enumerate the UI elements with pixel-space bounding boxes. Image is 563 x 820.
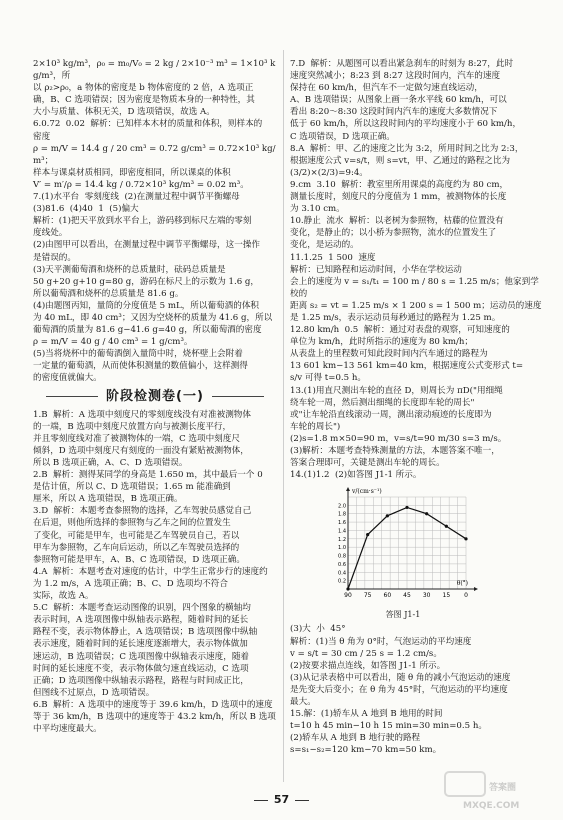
- velocity-angle-chart: [328, 485, 488, 621]
- answer-line: 变化，是运动的。: [290, 240, 359, 251]
- answer-line: 是 1.25 m/s，表示运动员每秒通过的路程为 1.25 m。: [290, 312, 501, 323]
- answer-line: 密度: [33, 131, 51, 142]
- answer-line: 5.C 解析：本题考查运动图像的识别，四个图象的横轴均: [33, 603, 251, 614]
- answer-line: 10.静止 流水 解析：以老树为参照物，枯藤的位置没有: [290, 216, 504, 227]
- answer-line: 为 1.2 m/s，A 选项正确；B、C、D 选项均不符合: [33, 578, 228, 589]
- answer-line: 样本与课桌材质相同，即密度相同，所以课桌的体积: [33, 167, 231, 178]
- answer-line: 7.D 解析：从题图可以看出紧急刹车的时刻为 8:27，此时: [290, 59, 514, 69]
- y-axis-arrow: [346, 487, 350, 491]
- answer-line: 速运动，B 选项错误；C 选项图像中纵轴表示速度，随着: [33, 651, 250, 662]
- answer-line: 但图线不过原点，D 选项错误。: [33, 687, 155, 698]
- answer-line: 确，B、C 选项错误；因为密度是物质本身的一种特性，其: [33, 95, 255, 106]
- answer-line: (4)由题图丙知，量筒的分度值是 5 mL，所以葡萄酒的体积: [33, 300, 260, 311]
- answer-line: (2)按要求描点连线，如答图 J1-1 所示。: [290, 660, 446, 671]
- answer-line: (2)由图甲可以看出，在测量过程中调节平衡螺母，这一操作: [33, 240, 261, 251]
- answer-line: v = s/t = 30 cm / 25 s = 1.2 cm/s。: [290, 648, 442, 659]
- y-tick-label: 2.0: [338, 503, 346, 510]
- right-answers-part-1: [290, 58, 542, 481]
- answer-line: s=s₁−s₂=120 km−70 km=50 km。: [290, 745, 442, 756]
- data-point: [464, 537, 467, 540]
- right-column: [290, 58, 542, 757]
- answer-line: 一定量的葡萄酒，从而使体积测量的数值偏小，这样测得: [33, 361, 248, 372]
- x-tick-label: 75: [363, 592, 372, 600]
- answer-line: 或"让车轮沿直线滚动一周，测出滚动痕迹的长度即为: [290, 409, 492, 420]
- page-number-text: 57: [273, 793, 290, 806]
- answer-line: 1.B 解析：A 选项中刻度尺的零刻度线没有对准被测物体: [33, 409, 251, 420]
- answer-line: 4.A 解析：本题考查对速度的估计，中学生正常步行的速度约: [33, 566, 268, 577]
- x-tick-label: 60: [383, 592, 392, 600]
- y-tick-label: 0.8: [338, 553, 346, 560]
- watermark-line1: 答案圈: [489, 783, 517, 793]
- answer-line: (3)从记录表格中可以看出，随 θ 角的减小气泡运动的速度: [290, 672, 511, 683]
- answer-line: 单位为 km/h，此时所指示的速度为 80 km/h；: [290, 337, 474, 348]
- answer-line: 了变化，可能是甲车，也可能是乙车驾驶员自己，若以: [33, 530, 240, 541]
- x-tick-label: 90: [344, 592, 352, 600]
- answer-line: 等于 36 km/h，B 选项中的速度等于 43.2 km/h，所以 B 选项: [33, 711, 276, 722]
- answer-line: 时间的延长速度不变，表示物体做匀速直线运动，C 选项: [33, 663, 249, 674]
- answer-line: (3)解析：本题考查特殊测量的方法，本题答案不唯一，: [290, 446, 500, 456]
- y-tick-label: 1.0: [338, 545, 346, 552]
- answer-line: 15.解：(1)轿车从 A 地到 B 地用的时间: [290, 709, 443, 720]
- answer-line: 葡萄酒的质量为 81.6 g−41.6 g=40 g，所以葡萄酒的密度: [33, 325, 262, 336]
- answer-line: 解析：(1)当 θ 角为 0°时，气泡运动的平均速度: [290, 636, 472, 647]
- answer-line: 是错误的。: [33, 252, 76, 263]
- x-tick-label: 30: [422, 592, 431, 600]
- left-answers-part-1: [33, 58, 277, 385]
- answer-line: 的密度值就偏大。: [33, 373, 102, 384]
- answer-line: (2)s=1.8 m×50=90 m，v=s/t=90 m/30 s=3 m/s。: [290, 433, 507, 444]
- answer-line: 低于 60 km/h，所以这段时间内的平均速度小于 60 km/h，: [290, 119, 522, 130]
- answer-line: 11.1.25 1 500 速度: [290, 252, 376, 263]
- answer-line: (5)当将烧杯中的葡萄酒倒入量筒中时，烧杯壁上会附着: [33, 349, 243, 360]
- y-tick-label: 0.4: [338, 570, 346, 577]
- section-title: 阶段检测卷(一): [33, 391, 277, 403]
- answer-line: (3)天平测葡萄酒和烧杯的总质量时，砝码总质量是: [33, 264, 226, 275]
- answer-line: 看出 8:20～8:30 这段时间内汽车的速度大多数情况下: [290, 107, 498, 118]
- answer-line: 是估计值，所以 C、D 选项错误；1.65 m 能准确到: [33, 482, 231, 493]
- y-tick-label: 1.4: [338, 528, 346, 535]
- data-point: [405, 506, 408, 509]
- answer-line: 13.(1)用直尺测出车轮的直径 D，则周长为 πD("用细绳: [290, 385, 503, 396]
- chart-svg: [328, 485, 488, 607]
- x-tick-label: 0: [464, 592, 468, 600]
- answer-line: 的一端，B 选项中刻度尺放置方向与被测长度平行，: [33, 421, 232, 432]
- data-point: [386, 514, 389, 517]
- answer-line: (2)轿车从 A 地到 B 地行驶的路程: [290, 733, 421, 744]
- answer-line: 50 g+20 g+10 g=80 g，游码在标尺上的示数为 1.6 g，: [33, 276, 260, 287]
- answer-line: 甲车为参照物，乙车向后运动，所以乙车驾驶员选择的: [33, 542, 240, 553]
- answer-line: 表示速度，随着时间的延长速度逐渐增大，表示物体做加: [33, 639, 248, 650]
- answer-line: 实际，故选 A。: [33, 591, 94, 602]
- answer-line: 12.80 km/h 0.5 解析：通过对表盘的观察，可知速度的: [290, 325, 510, 336]
- answer-line: 从表盘上的里程数可知此段时间内汽车通过的路程为: [290, 349, 488, 360]
- answer-line: 测量长度时，刻度尺的分度值为 1 mm，被测物体的长度: [290, 192, 507, 203]
- answer-line: s/v 可得 t=0.5 h。: [290, 373, 366, 384]
- answer-line: 3.D 解析：本题考查参照物的选择，乙车驾驶员感觉自己: [33, 506, 252, 517]
- answer-line: 2.B 解析：测得某同学的身高是 1.650 m，其中最后一个 0: [33, 470, 263, 481]
- answer-line: (3)大 小 45°: [290, 624, 346, 635]
- left-answers-part-2: [33, 409, 277, 736]
- column-divider: [283, 50, 284, 782]
- answer-line: 7.(1)水平台 零刻度线 (2)在测量过程中调节平衡螺母: [33, 192, 240, 203]
- data-point: [445, 525, 448, 528]
- y-tick-label: 1.2: [338, 537, 346, 544]
- answer-line: 14.(1)1.2 (2)如答图 J1-1 所示。: [290, 470, 422, 481]
- answer-line: 路程不变，表示物体静止，A 选项错误；B 选项图像中纵轴: [33, 627, 258, 638]
- watermark-frame: [445, 772, 485, 796]
- answer-line: 距离 s₂ = vt = 1.25 m/s × 1 200 s = 1 500 m；运动员的速度: [290, 300, 542, 311]
- answer-line: 根据速度公式 v=s/t，则 s=vt，甲、乙通过的路程之比为: [290, 155, 511, 166]
- data-point: [425, 512, 428, 515]
- answer-line: C 选项错误，D 选项正确。: [290, 131, 395, 142]
- answer-line: 速度突然减小；8:23 到 8:27 这段时间内，汽车的速度: [290, 71, 501, 82]
- answer-line: 中平均速度最大。: [33, 724, 102, 735]
- answer-line: 是先变大后变小；在 θ 角为 45°时，气泡运动的平均速度: [290, 684, 508, 695]
- y-tick-label: 1.8: [338, 512, 346, 519]
- y-tick-label: 0.6: [338, 562, 346, 569]
- answer-line: 为 40 mL，即 40 cm³；又因为空烧杯的质量为 41.6 g，所以: [33, 312, 273, 323]
- answer-line: 所以 B 选项正确，A、C、D 选项错误。: [33, 458, 188, 468]
- answer-line: 所以葡萄酒和烧杯的总质量是 81.6 g。: [33, 288, 184, 299]
- chart-caption: 答图 J1-1: [385, 610, 421, 620]
- answer-line: t=10 h 45 min−10 h 15 min=30 min=0.5 h。: [290, 721, 487, 732]
- answer-line: 会上的速度为 v = s₁/t₁ = 100 m / 80 s = 1.25 m/s；他家到学校的: [290, 276, 539, 299]
- answer-line: 车轮的周长"): [290, 421, 341, 432]
- answer-line: ρ = m/V = 40 g / 40 cm³ = 1 g/cm³。: [33, 337, 193, 348]
- y-axis-label: v/(cm·s⁻¹): [352, 488, 382, 496]
- answer-line: 13 601 km−13 561 km=40 km，根据速度公式变形式 t=: [290, 361, 524, 372]
- answer-line: 保持在 60 km/h，但汽车不一定做匀速直线运动，: [290, 83, 483, 94]
- answer-line: 解析：(1)把天平放到水平台上，游码移到标尺左端的零刻: [33, 216, 252, 227]
- data-point: [346, 588, 349, 591]
- answer-line: 9.cm 3.10 解析：教室里所用课桌的高度约为 80 cm，: [290, 179, 509, 190]
- data-point: [366, 533, 369, 536]
- answer-line: (3/2)×(2/3)=9:4。: [290, 167, 368, 178]
- answer-line: 答案合理即可，关键是测出车轮的周长。: [290, 458, 445, 469]
- answer-line: 表示时间，A 选项图像中纵轴表示路程，随着时间的延长: [33, 615, 249, 626]
- left-column: [33, 58, 277, 735]
- answer-line: 绕车轮一周，然后测出细绳的长度即车轮的周长": [290, 397, 475, 408]
- answer-line: 倾斜，D 选项中刻度尺有刻度的一面没有紧贴被测物体，: [33, 445, 249, 456]
- y-tick-label: 1.6: [338, 520, 346, 527]
- answer-line: 厘米，所以 A 选项错误，B 选项正确。: [33, 494, 183, 505]
- answer-line: A、B 选项错误；从图象上画一条水平线 60 km/h，可以: [290, 95, 507, 106]
- x-axis-label: θ(°): [456, 580, 468, 588]
- answer-line: 参照物可能是甲车，A、B、C 选项错误，D 选项正确。: [33, 554, 245, 565]
- watermark-line2: MXQE.COM: [463, 801, 520, 811]
- answer-line: 以 ρ₂>ρ₀，a 物体的密度是 b 物体密度的 2 倍，A 选项正: [33, 83, 254, 94]
- watermark-logo: [443, 770, 553, 814]
- answer-line: 正确；D 选项图像中纵轴表示路程，路程与时间成正比，: [33, 675, 249, 686]
- answer-line: V′ = m′/ρ = 14.4 kg / 0.72×10³ kg/m³ = 0.02 m³。: [33, 179, 249, 190]
- x-tick-label: 15: [442, 592, 451, 600]
- x-tick-label: 45: [403, 592, 411, 600]
- answer-line: 度线处。: [33, 228, 68, 239]
- answer-line: 为 3.10 cm。: [290, 204, 345, 215]
- x-axis-arrow: [474, 587, 478, 591]
- right-answers-part-2: [290, 623, 542, 756]
- answer-line: 8.A 解析：甲、乙的速度之比为 3:2，所用时间之比为 2:3，: [290, 143, 524, 154]
- answer-line: 最大。: [290, 697, 316, 708]
- answer-line: 解析：已知路程和运动时间，小华在学校运动: [290, 264, 462, 275]
- answer-line: 并且零刻度线对准了被测物体的一端，C 选项中刻度尺: [33, 433, 240, 444]
- answer-line: 大小与质量、体积无关，D 选项错误，故选 A。: [33, 107, 215, 118]
- answer-line: 6.0.72 0.02 解析：已知样本木材的质量和体积，则样本的: [33, 119, 263, 130]
- answer-line: 变化，是静止的；以小桥为参照物，流水的位置发生了: [290, 228, 497, 239]
- answer-line: 6.B 解析：A 选项中的速度等于 39.6 km/h，D 选项中的速度: [33, 699, 273, 710]
- answer-line: 在后退，则他所选择的参照物与乙车之间的位置发生: [33, 518, 231, 529]
- answer-line: ρ = m/V = 14.4 g / 20 cm³ = 0.72 g/cm³ = 0.72×10³ kg/m³；: [33, 143, 276, 166]
- answer-line: (3)81.6 (4)40 1 (5)偏大: [33, 204, 139, 215]
- answer-line: 2×10³ kg/m³，ρ₀ = m₀/V₀ = 2 kg / 2×10⁻³ m³ = 1×10³ kg/m³，所: [33, 59, 276, 82]
- y-tick-label: 0.2: [338, 578, 346, 585]
